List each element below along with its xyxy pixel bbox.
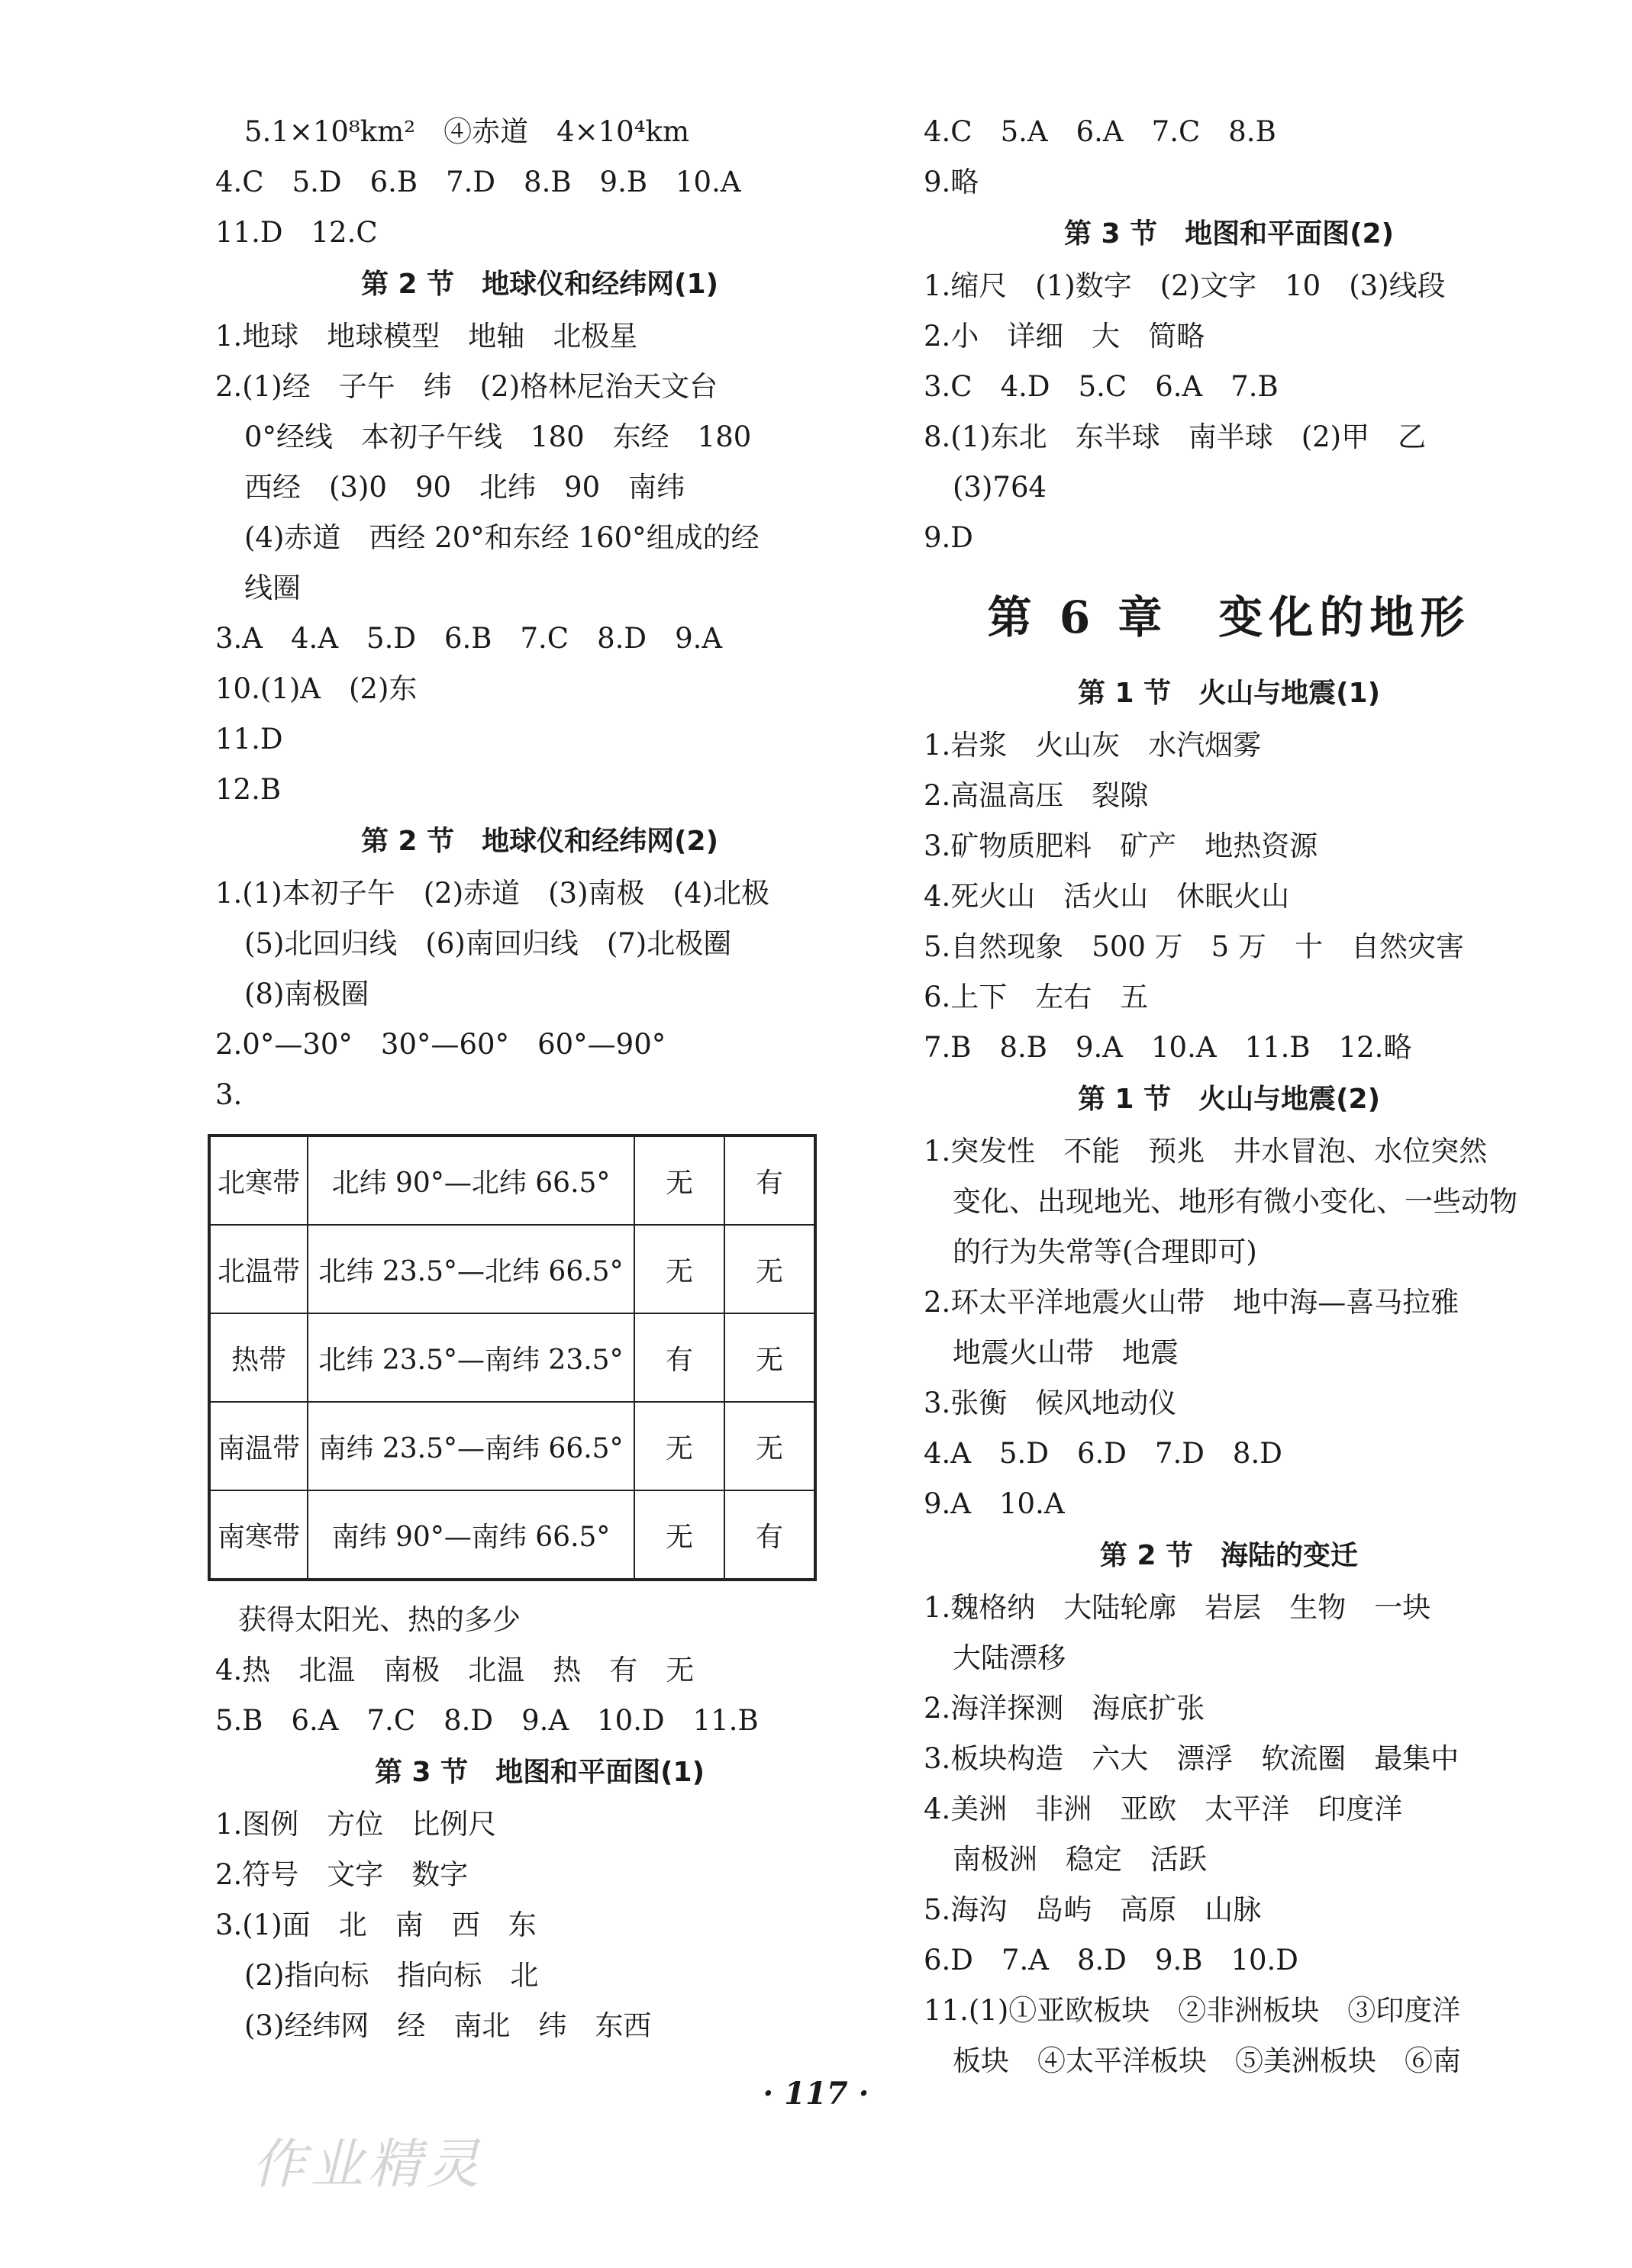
answer-line: 南极洲 稳定 活跃 xyxy=(953,1843,1207,1876)
answer-line: 4.美洲 非洲 亚欧 太平洋 印度洋 xyxy=(924,1793,1403,1825)
answer-line: 11.D xyxy=(215,723,283,755)
answer-line: 地震火山带 地震 xyxy=(953,1336,1179,1369)
answer-line: 3.张衡 候风地动仪 xyxy=(924,1387,1177,1419)
answer-line: 线圈 xyxy=(244,572,301,604)
right-column xyxy=(924,107,1534,2086)
table-cell: 无 xyxy=(724,1313,815,1402)
answer-line: 9.D xyxy=(924,521,973,554)
answer-line: 获得太阳光、热的多少 xyxy=(238,1603,521,1636)
table-row xyxy=(209,1313,815,1402)
answer-line: 6.D 7.A 8.D 9.B 10.D xyxy=(924,1944,1298,1976)
table-cell: 热带 xyxy=(209,1313,308,1402)
answer-line: 3. xyxy=(215,1078,243,1111)
section-title: 第 3 节 地图和平面图(2) xyxy=(1063,218,1395,250)
answer-line: 4.热 北温 南极 北温 热 有 无 xyxy=(215,1654,695,1687)
table-row xyxy=(209,1402,815,1490)
table-cell: 南纬 23.5°—南纬 66.5° xyxy=(308,1402,634,1490)
answer-line: 2.高温高压 裂隙 xyxy=(924,779,1149,812)
answer-line: 2.符号 文字 数字 xyxy=(215,1858,469,1891)
answer-line: 1.地球 地球模型 地轴 北极星 xyxy=(215,320,638,353)
answer-line: 2.海洋探测 海底扩张 xyxy=(924,1692,1205,1725)
table-cell: 无 xyxy=(724,1402,815,1490)
section-title: 第 1 节 火山与地震(1) xyxy=(1077,678,1381,709)
answer-line: 4.A 5.D 6.D 7.D 8.D xyxy=(924,1437,1282,1470)
answer-line: 2.小 详细 大 简略 xyxy=(924,320,1205,353)
table-cell: 无 xyxy=(634,1136,724,1225)
climate-zone-table xyxy=(208,1134,817,1581)
answer-line: 的行为失常等(合理即可) xyxy=(953,1235,1257,1268)
answer-line: 0°经线 本初子午线 180 东经 180 xyxy=(244,420,752,453)
table-cell: 南寒带 xyxy=(209,1490,308,1580)
table-cell: 南温带 xyxy=(209,1402,308,1490)
answer-line: (5)北回归线 (6)南回归线 (7)北极圈 xyxy=(244,927,732,960)
answer-line: 6.上下 左右 五 xyxy=(924,981,1149,1013)
answer-line: 7.B 8.B 9.A 10.A 11.B 12.略 xyxy=(924,1031,1412,1064)
answer-line: 12.B xyxy=(215,773,282,806)
table-cell: 有 xyxy=(634,1313,724,1402)
table-cell: 北寒带 xyxy=(209,1136,308,1225)
answer-line: 2.0°—30° 30°—60° 60°—90° xyxy=(215,1028,666,1061)
answer-line: 2.(1)经 子午 纬 (2)格林尼治天文台 xyxy=(215,370,718,403)
answer-line: (8)南极圈 xyxy=(244,978,369,1010)
table-row xyxy=(209,1490,815,1580)
answer-line: 1.岩浆 火山灰 水汽烟雾 xyxy=(924,729,1262,762)
answer-line: (2)指向标 指向标 北 xyxy=(244,1959,539,1992)
chapter-title: 第 6 章 变化的地形 xyxy=(987,591,1471,643)
answer-line: 8.(1)东北 东半球 南半球 (2)甲 乙 xyxy=(924,420,1427,453)
section-title: 第 2 节 地球仪和经纬网(2) xyxy=(360,826,719,857)
section-title: 第 3 节 地图和平面图(1) xyxy=(374,1757,705,1788)
answer-line: (3)764 xyxy=(953,471,1047,504)
section-title: 第 1 节 火山与地震(2) xyxy=(1077,1084,1381,1115)
answer-line: 3.C 4.D 5.C 6.A 7.B xyxy=(924,370,1279,403)
table-cell: 北纬 23.5°—北纬 66.5° xyxy=(308,1225,634,1313)
answer-line: 3.矿物质肥料 矿产 地热资源 xyxy=(924,830,1318,862)
answer-line: 西经 (3)0 90 北纬 90 南纬 xyxy=(244,471,685,504)
table-cell: 南纬 90°—南纬 66.5° xyxy=(308,1490,634,1580)
table-cell: 无 xyxy=(724,1225,815,1313)
table-cell: 有 xyxy=(724,1490,815,1580)
answer-line: 9.略 xyxy=(924,166,979,198)
answer-line: 3.A 4.A 5.D 6.B 7.C 8.D 9.A xyxy=(215,622,723,655)
answer-line: 11.(1)①亚欧板块 ②非洲板块 ③印度洋 xyxy=(924,1994,1461,2027)
table-row xyxy=(209,1136,815,1225)
answer-line: 11.D 12.C xyxy=(215,216,378,249)
answer-line: 4.死火山 活火山 休眠火山 xyxy=(924,880,1290,913)
table-cell: 北纬 23.5°—南纬 23.5° xyxy=(308,1313,634,1402)
watermark: 作业精灵 xyxy=(252,2133,484,2196)
table-cell: 北温带 xyxy=(209,1225,308,1313)
answer-line: 变化、出现地光、地形有微小变化、一些动物 xyxy=(953,1185,1518,1218)
answer-line: 板块 ④太平洋板块 ⑤美洲板块 ⑥南 xyxy=(953,2044,1461,2077)
table-cell: 有 xyxy=(724,1136,815,1225)
answer-line: 5.1×10⁸km² ④赤道 4×10⁴km xyxy=(244,115,690,148)
table-cell: 无 xyxy=(634,1402,724,1490)
left-column xyxy=(215,107,864,2051)
answer-line: 5.海沟 岛屿 高原 山脉 xyxy=(924,1893,1262,1926)
answer-line: 4.C 5.D 6.B 7.D 8.B 9.B 10.A xyxy=(215,166,741,198)
answer-line: 1.缩尺 (1)数字 (2)文字 10 (3)线段 xyxy=(924,269,1446,302)
section-title: 第 2 节 地球仪和经纬网(1) xyxy=(360,269,719,300)
answer-line: 3.(1)面 北 南 西 东 xyxy=(215,1909,537,1941)
answer-line: 5.B 6.A 7.C 8.D 9.A 10.D 11.B xyxy=(215,1704,759,1737)
answer-line: 2.环太平洋地震火山带 地中海—喜马拉雅 xyxy=(924,1286,1459,1319)
answer-line: 3.板块构造 六大 漂浮 软流圈 最集中 xyxy=(924,1742,1459,1775)
answer-line: 1.突发性 不能 预兆 井水冒泡、水位突然 xyxy=(924,1135,1488,1168)
answer-line: 1.图例 方位 比例尺 xyxy=(215,1808,497,1841)
table-cell: 无 xyxy=(634,1225,724,1313)
answer-line: 大陆漂移 xyxy=(953,1641,1066,1674)
section-title: 第 2 节 海陆的变迁 xyxy=(1099,1540,1359,1571)
answer-line: 1.(1)本初子午 (2)赤道 (3)南极 (4)北极 xyxy=(215,877,769,910)
answer-line: 10.(1)A (2)东 xyxy=(215,672,418,705)
answer-line: 9.A 10.A xyxy=(924,1487,1065,1520)
answer-line: (4)赤道 西经 20°和东经 160°组成的经 xyxy=(244,521,760,554)
page-number: · 117 · xyxy=(763,2076,869,2112)
table-cell: 无 xyxy=(634,1490,724,1580)
table-cell: 北纬 90°—北纬 66.5° xyxy=(308,1136,634,1225)
answer-line: (3)经纬网 经 南北 纬 东西 xyxy=(244,2009,652,2042)
table-row xyxy=(209,1225,815,1313)
answer-line: 4.C 5.A 6.A 7.C 8.B xyxy=(924,115,1276,148)
answer-line: 1.魏格纳 大陆轮廓 岩层 生物 一块 xyxy=(924,1591,1431,1624)
answer-line: 5.自然现象 500 万 5 万 十 自然灾害 xyxy=(924,930,1464,963)
